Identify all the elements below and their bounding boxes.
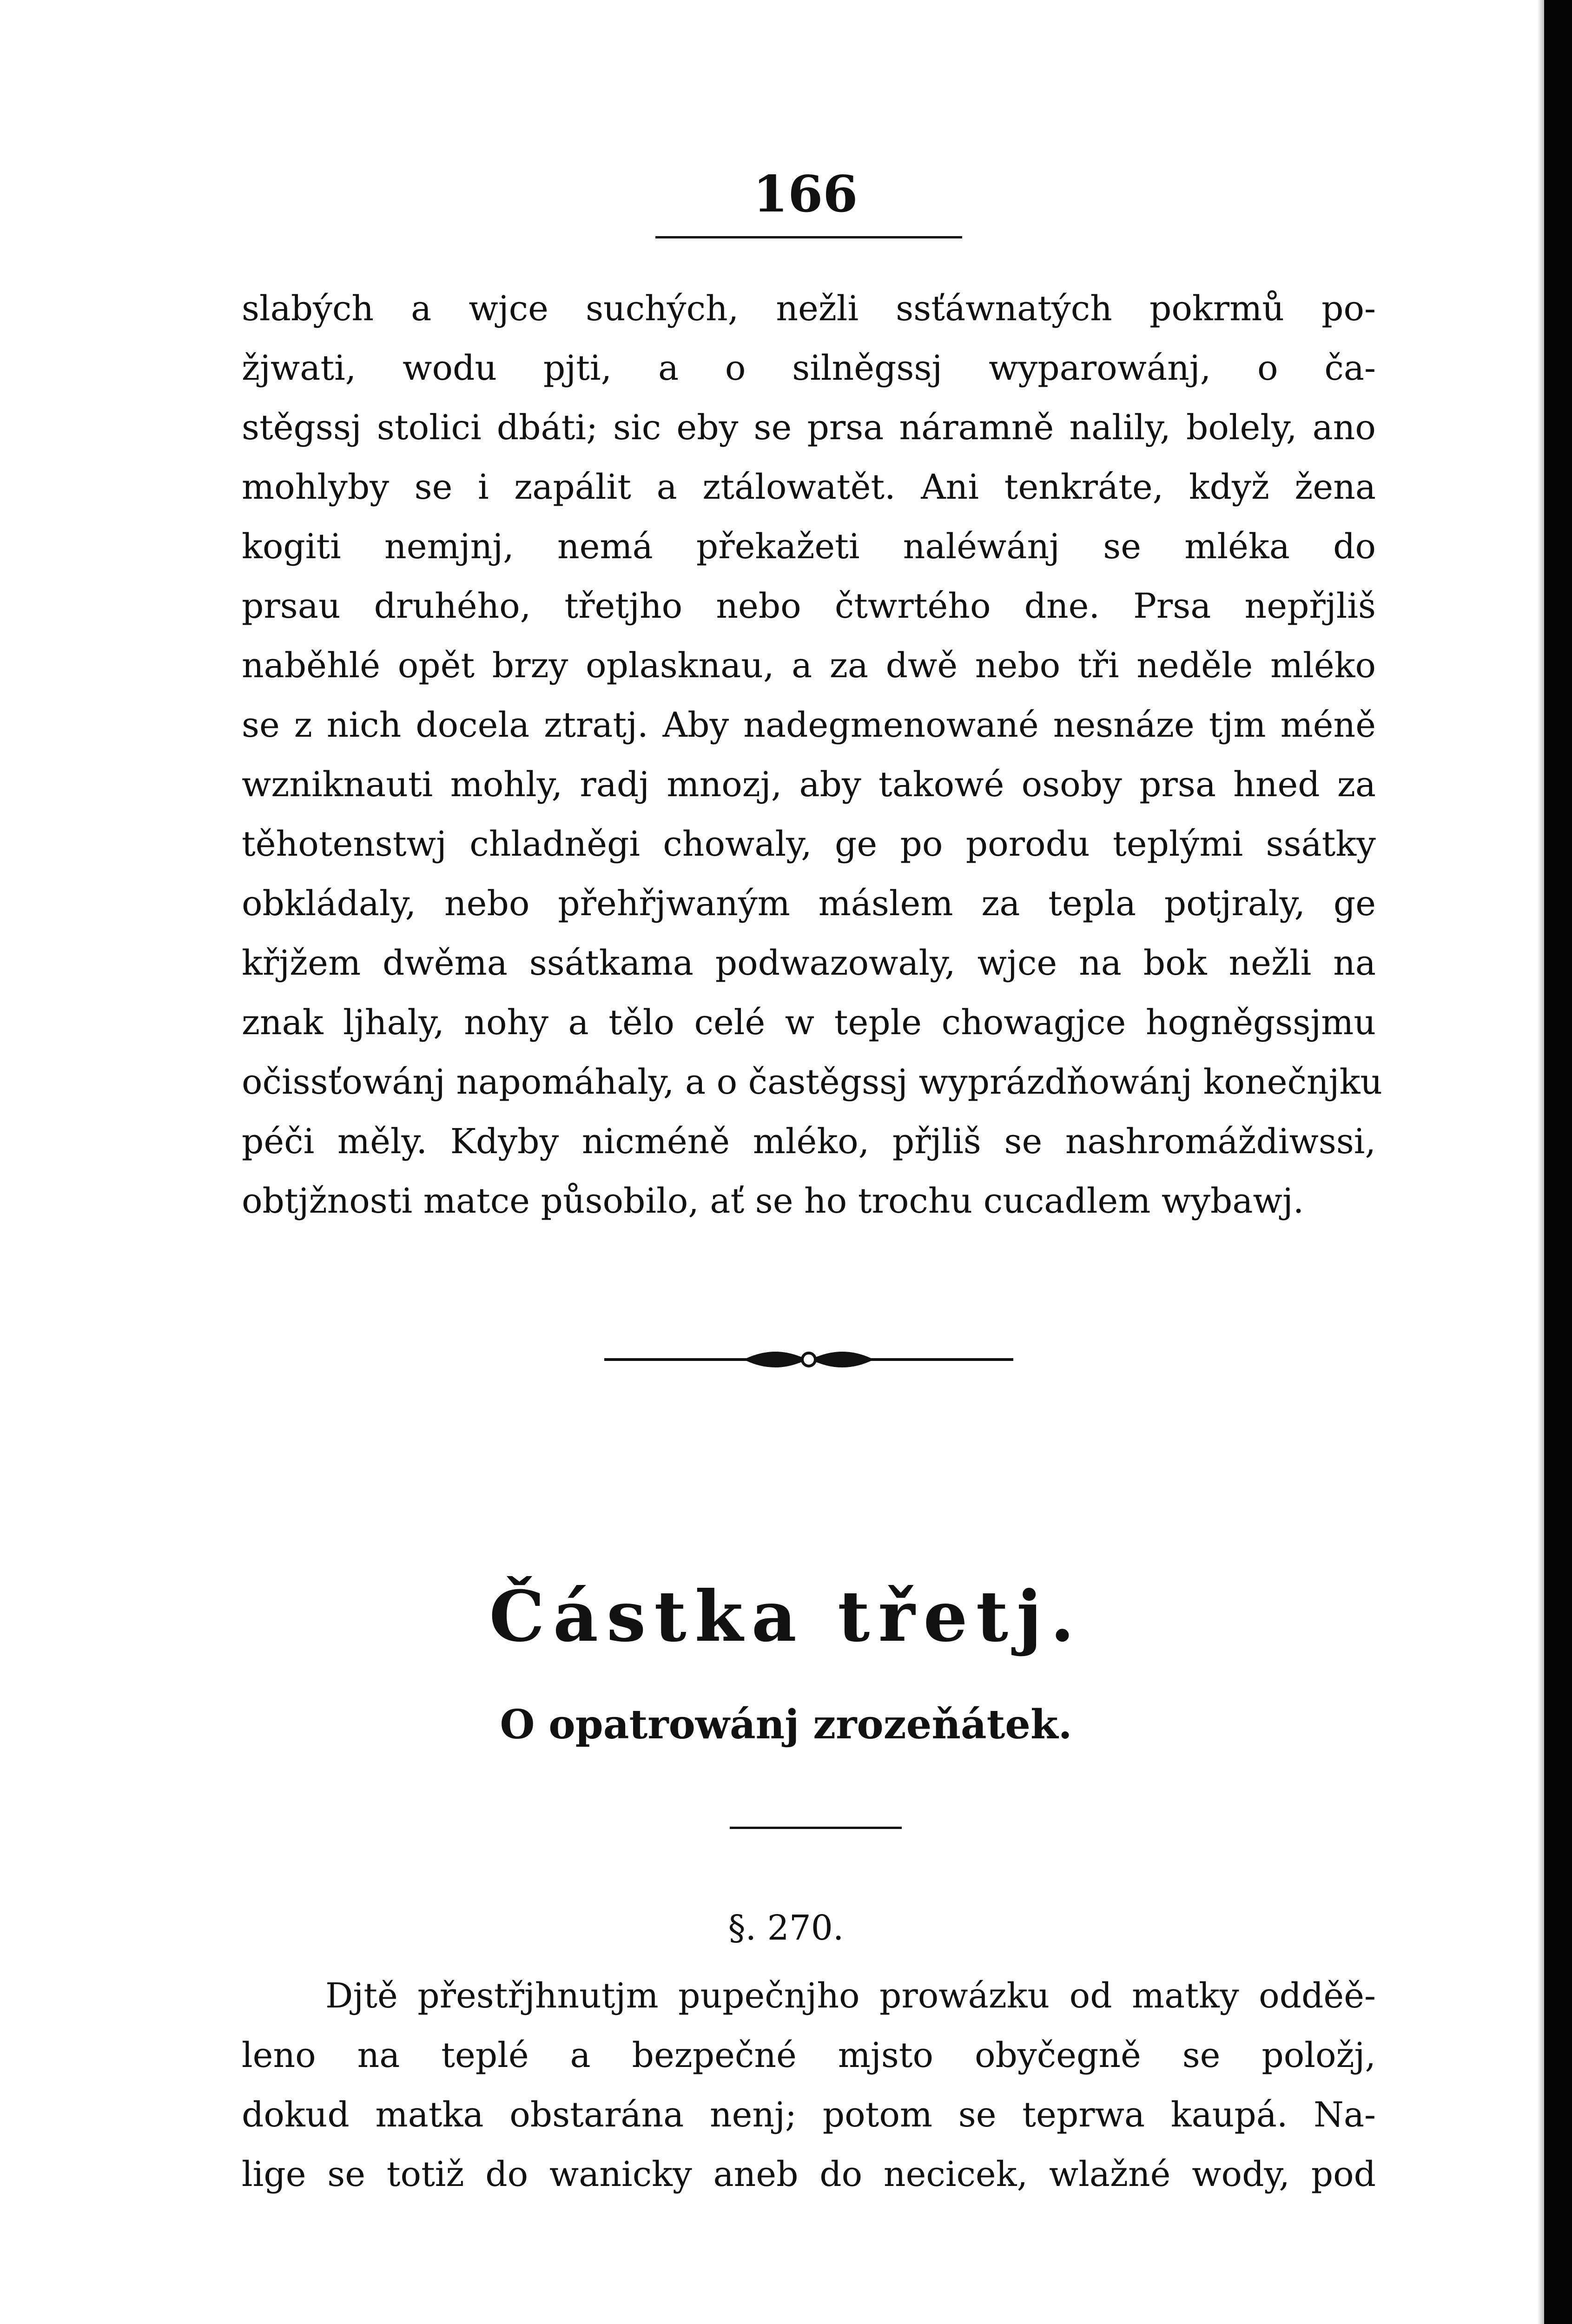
page-number: 166 xyxy=(753,165,858,224)
text-line: stěgssj stolici dbáti; sic eby se prsa náramně nalily, bolely, ano xyxy=(242,408,1376,448)
text-line: očissťowánj napomáhaly, a o častěgssj wyprázdňowánj konečnjku xyxy=(242,1062,1383,1102)
text-line: slabých a wjce suchých, nežli ssťáwnatých pokrmů po- xyxy=(242,289,1376,329)
text-line: žjwati, wodu pjti, a o silněgssj wyparowánj, o ča- xyxy=(242,348,1376,388)
text-line: křjžem dwěma ssátkama podwazowaly, wjce na bok nežli na xyxy=(242,943,1376,983)
text-line: Djtě přestřjhnutjm pupečnjho prowázku od matky odděě- xyxy=(325,1976,1376,2016)
text-line: obtjžnosti matce působilo, ať se ho trochu cucadlem wybawj. xyxy=(242,1181,1304,1221)
text-line: se z nich docela ztratj. Aby nadegmenowané nesnáze tjm méně xyxy=(242,705,1376,745)
text-line: prsau druhého, třetjho nebo čtwrtého dne. Prsa nepřjliš xyxy=(242,586,1376,626)
text-line: naběhlé opět brzy oplasknau, a za dwě nebo tři neděle mléko xyxy=(242,646,1376,686)
text-line: obkládaly, nebo přehřjwaným máslem za tepla potjraly, ge xyxy=(242,884,1376,924)
text-line: mohlyby se i zapálit a ztálowatět. Ani tenkráte, když žena xyxy=(242,467,1376,507)
text-line: znak ljhaly, nohy a tělo celé w teple chowagjce hogněgssjmu xyxy=(242,1003,1376,1043)
section-title: Částka třetj. xyxy=(489,1576,1083,1657)
header-rule xyxy=(655,236,962,238)
text-line: lige se totiž do wanicky aneb do necicek, wlažné wody, pod xyxy=(242,2154,1376,2194)
text-line: wzniknauti mohly, radj mnozj, aby takowé osoby prsa hned za xyxy=(242,765,1376,805)
paragraph-continued xyxy=(242,279,1383,1231)
text-line: těhotenstwj chladněgi chowaly, ge po porodu teplými ssátky xyxy=(242,824,1376,864)
paragraph-number: §. 270. xyxy=(728,1908,844,1948)
text-line: dokud matka obstarána nenj; potom se teprwa kaupá. Na- xyxy=(242,2095,1376,2135)
text-line: kogiti nemjnj, nemá překažeti naléwánj se mléka do xyxy=(242,527,1376,567)
text-line: péči měly. Kdyby nicméně mléko, přjliš se nashromáždiwssi, xyxy=(242,1122,1376,1162)
text-line: leno na teplé a bezpečné mjsto obyčegně se položj, xyxy=(242,2035,1376,2075)
ornament-divider xyxy=(604,1339,1013,1380)
subtitle-rule xyxy=(730,1827,902,1829)
paragraph-270 xyxy=(242,1966,1376,2204)
page-shadow xyxy=(1538,0,1544,2324)
scan-border xyxy=(1544,0,1572,2324)
section-subtitle: O opatrowánj zrozeňátek. xyxy=(500,1701,1072,1748)
